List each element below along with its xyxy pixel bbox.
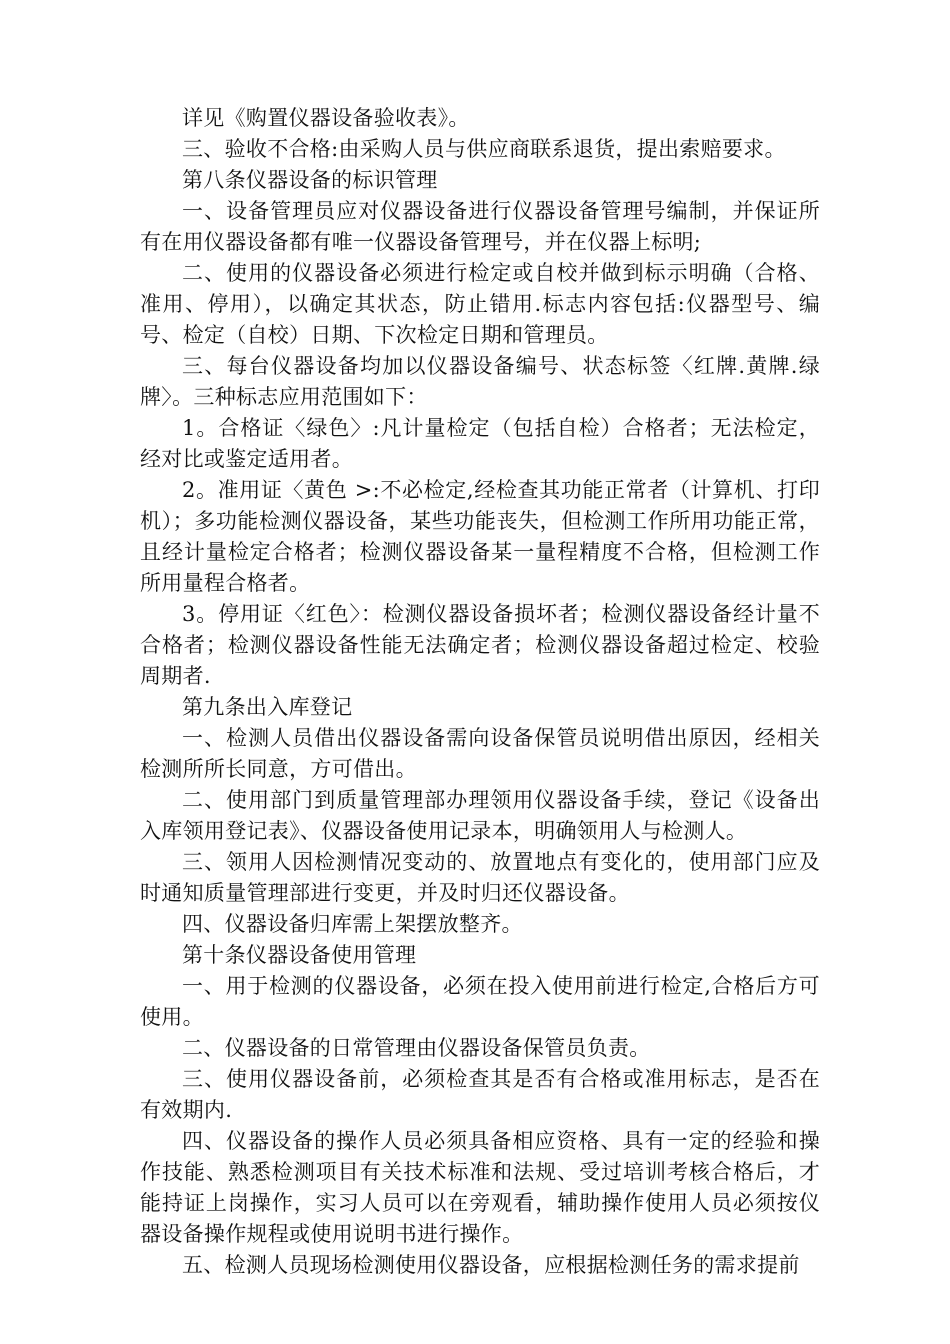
paragraph-green-label: 1。合格证〈绿色〉:凡计量检定（包括自检）合格者；无法检定，经对比或鉴定适用者。 xyxy=(140,416,820,471)
paragraph-yellow-label: 2。准用证〈黄色 >:不必检定,经检查其功能正常者（计算机、打印机）；多功能检测仪器设备，某些功能丧失，但检测工作所用功能正常，且经计量检定合格者；检测仪器设备某一量程精度不合格，但检测工作所用量程合格者。 xyxy=(140,478,820,595)
paragraph-article-10-item-4: 四、仪器设备的操作人员必须具备相应资格、具有一定的经验和操作技能、熟悉检测项目有关技术标准和法规、受过培训考核合格后，才能持证上岗操作，实习人员可以在旁观看，辅助操作使用人员必须按仪器设备操作规程或使用说明书进行操作。 xyxy=(140,1129,820,1246)
paragraph-article-10-item-1: 一、用于检测的仪器设备，必须在投入使用前进行检定,合格后方可使用。 xyxy=(140,974,820,1029)
article-8-heading: 第八条仪器设备的标识管理 xyxy=(182,168,438,192)
paragraph-article-9-item-1: 一、检测人员借出仪器设备需向设备保管员说明借出原因，经相关检测所所长同意，方可借出。 xyxy=(140,726,820,781)
paragraph-red-label: 3。停用证〈红色〉：检测仪器设备损坏者；检测仪器设备经计量不合格者；检测仪器设备性能无法确定者；检测仪器设备超过检定、校验周期者. xyxy=(140,602,820,688)
paragraph-article-10-item-3: 三、使用仪器设备前，必须检查其是否有合格或准用标志，是否在有效期内. xyxy=(140,1067,820,1122)
paragraph-article-10-item-5: 五、检测人员现场检测使用仪器设备，应根据检测任务的需求提前 xyxy=(182,1253,800,1277)
article-10-heading: 第十条仪器设备使用管理 xyxy=(182,943,417,967)
paragraph-article-8-item-2: 二、使用的仪器设备必须进行检定或自校并做到标示明确（合格、准用、停用），以确定其状态，防止错用.标志内容包括:仪器型号、编号、检定（自校）日期、下次检定日期和管理员。 xyxy=(140,261,820,347)
paragraph-article-8-item-1: 一、设备管理员应对仪器设备进行仪器设备管理号编制，并保证所有在用仪器设备都有唯一仪器设备管理号，并在仪器上标明; xyxy=(140,199,820,254)
document-body xyxy=(140,103,820,1281)
paragraph-acceptance-failure: 三、验收不合格:由采购人员与供应商联系退货，提出索赔要求。 xyxy=(182,137,786,161)
paragraph-article-8-item-3: 三、每台仪器设备均加以仪器设备编号、状态标签〈红牌.黄牌.绿牌〉。三种标志应用范围如下： xyxy=(140,354,820,409)
paragraph-article-9-item-3: 三、领用人因检测情况变动的、放置地点有变化的，使用部门应及时通知质量管理部进行变更，并及时归还仪器设备。 xyxy=(140,850,820,905)
article-9-heading: 第九条出入库登记 xyxy=(182,695,353,719)
paragraph-acceptance-form-reference: 详见《购置仪器设备验收表》。 xyxy=(182,106,470,130)
paragraph-article-10-item-2: 二、仪器设备的日常管理由仪器设备保管员负责。 xyxy=(182,1036,651,1060)
paragraph-article-9-item-2: 二、使用部门到质量管理部办理领用仪器设备手续，登记《设备出入库领用登记表》、仪器设备使用记录本，明确领用人与检测人。 xyxy=(140,788,820,843)
paragraph-article-9-item-4: 四、仪器设备归库需上架摆放整齐。 xyxy=(182,912,523,936)
